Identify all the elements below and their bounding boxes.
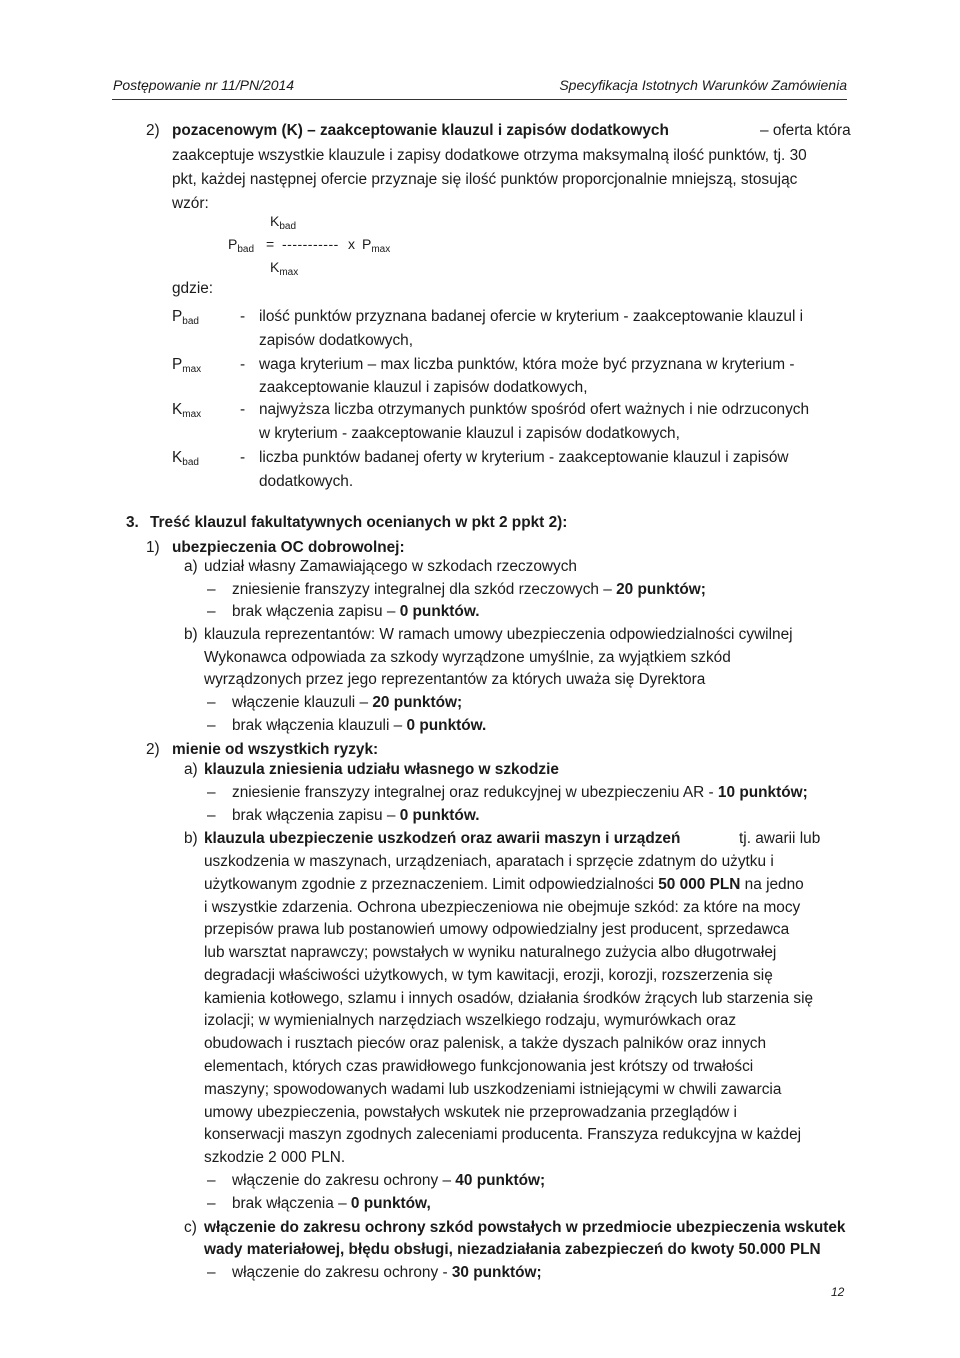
definition-text: ilość punktów przyznana badanej ofercie w kryterium - zaakceptowanie klauzul i — [259, 308, 804, 325]
option-dash: – — [207, 581, 216, 598]
mienie-a-label: a) — [184, 761, 198, 778]
definition-text: dodatkowych. — [259, 473, 354, 490]
section2-line: – oferta która — [760, 122, 851, 139]
mienie-b-line: szkodzie 2 000 PLN. — [204, 1149, 346, 1166]
section2-line: zaakceptuje wszystkie klauzule i zapisy dodatkowe otrzyma maksymalną ilość punktów, tj. 30 — [172, 147, 807, 164]
oc-b-label: b) — [184, 626, 198, 643]
section2-number: 2) — [146, 122, 160, 139]
definition-text: zapisów dodatkowych, — [259, 332, 413, 349]
oc-a-option: brak włączenia zapisu – 0 punktów. — [232, 603, 480, 620]
header-right: Specyfikacja Istotnych Warunków Zamówienia — [559, 77, 847, 93]
definition-dash: - — [240, 308, 246, 325]
oc-b-line: klauzula reprezentantów: W ramach umowy ubezpieczenia odpowiedzialności cywilnej — [204, 626, 793, 643]
definition-text: zaakceptowanie klauzul i zapisów dodatkowych, — [259, 379, 588, 396]
option-dash: – — [207, 1172, 216, 1189]
section3-title: Treść klauzul fakultatywnych ocenianych w pkt 2 ppkt 2): — [150, 514, 568, 531]
option-dash: – — [207, 694, 216, 711]
definition-dash: - — [240, 401, 246, 418]
mienie-b-line: lub warsztat naprawczy; powstałych w wyniku naturalnego zużycia albo długotrwałej — [204, 944, 777, 961]
definition-text: liczba punktów badanej oferty w kryterium - zaakceptowanie klauzul i zapisów — [259, 449, 789, 466]
option-dash: – — [207, 1264, 216, 1281]
oc-b-line: wyrządzonych przez jego reprezentantów za których uważa się Dyrektora — [204, 671, 706, 688]
mienie-a-title: klauzula zniesienia udziału własnego w szkodzie — [204, 761, 559, 778]
mienie-b-line: obudowach i rusztach pieców oraz palenisk, a także dyszach palników oraz innych — [204, 1035, 767, 1052]
mienie-b-line: kamienia kotłowego, szlamu i innych osadów, działania środków żrących lub starzenia się — [204, 990, 814, 1007]
definition-symbol: $K_{max}$ — [172, 401, 202, 420]
mienie-number: 2) — [146, 741, 160, 758]
mienie-c-option: włączenie do zakresu ochrony - 30 punktów; — [232, 1264, 542, 1281]
section3-number: 3. — [126, 514, 139, 531]
mienie-c-line: wady materiałowej, błędu obsługi, niezadziałania zabezpieczeń do kwoty 50.000 PLN — [204, 1241, 821, 1258]
formula-denominator: $K_{max}$ — [270, 259, 299, 278]
oc-number: 1) — [146, 539, 160, 556]
formula-equals: = — [266, 236, 275, 252]
oc-title: ubezpieczenia OC dobrowolnej: — [172, 539, 405, 556]
formula-fraction-bar: ----------- — [282, 236, 339, 252]
definition-text: najwyższa liczba otrzymanych punktów spośród ofert ważnych i nie odrzuconych — [259, 401, 810, 418]
mienie-a-option: brak włączenia zapisu – 0 punktów. — [232, 807, 480, 824]
option-dash: – — [207, 1195, 216, 1212]
definition-text: w kryterium - zaakceptowanie klauzul i zapisów dodatkowych, — [259, 425, 680, 442]
mienie-c-line: włączenie do zakresu ochrony szkód powstałych w przedmiocie ubezpieczenia wskutek — [204, 1219, 846, 1236]
mienie-b-line: izolacji; w wymienialnych narzędziach wszelkiego rodzaju, wymurówkach oraz — [204, 1012, 737, 1029]
definition-symbol: $P_{bad}$ — [172, 308, 199, 327]
oc-a-option: zniesienie franszyzy integralnej dla szkód rzeczowych – 20 punktów; — [232, 581, 706, 598]
mienie-b-option: włączenie do zakresu ochrony – 40 punktów; — [232, 1172, 546, 1189]
mienie-b-line: elementach, których czas prawidłowego funkcjonowania jest krótszy od trwałości — [204, 1058, 754, 1075]
mienie-b-title: klauzula ubezpieczenie uszkodzeń oraz awarii maszyn i urządzeń — [204, 830, 681, 847]
section2-line: wzór: — [172, 195, 209, 212]
definition-symbol: $P_{max}$ — [172, 356, 202, 375]
definition-symbol: $K_{bad}$ — [172, 449, 199, 468]
mienie-b-label: b) — [184, 830, 198, 847]
section2-line: pkt, każdej następnej ofercie przyznaje się ilość punktów proporcjonalnie mniejszą, stosując — [172, 171, 798, 188]
mienie-b-line: przepisów prawa lub postanowień umowy odpowiedzialny jest producent, sprzedawca — [204, 921, 790, 938]
header-left: Postępowanie nr 11/PN/2014 — [113, 77, 295, 93]
header-rule — [112, 99, 847, 100]
mienie-a-option: zniesienie franszyzy integralnej oraz redukcyjnej w ubezpieczeniu AR - 10 punktów; — [232, 784, 808, 801]
mienie-b-line: konserwacji maszyn zgodnych zaleceniami producenta. Franszyza redukcyjna w każdej — [204, 1126, 802, 1143]
definition-text: waga kryterium – max liczba punktów, która może być przyznana w kryterium - — [259, 356, 795, 373]
oc-a-label: a) — [184, 558, 198, 575]
oc-b-line: Wykonawca odpowiada za szkody wyrządzone umyślnie, za wyjątkiem szkód — [204, 649, 731, 666]
formula-times: x — [348, 236, 355, 252]
mienie-b-line: degradacji właściwości użytkowych, w tym kawitacji, erozji, korozji, rozszerzenia się — [204, 967, 773, 984]
mienie-b-line: użytkowanym zgodnie z przeznaczeniem. Limit odpowiedzialności 50 000 PLN na jedno — [204, 876, 804, 893]
mienie-b-line: uszkodzenia w maszynach, urządzeniach, aparatach i sprzęcie zdatnym do użytku i — [204, 853, 774, 870]
option-dash: – — [207, 784, 216, 801]
mienie-title: mienie od wszystkich ryzyk: — [172, 741, 379, 758]
option-dash: – — [207, 717, 216, 734]
formula-numerator: $K_{bad}$ — [270, 213, 297, 232]
formula-rhs: $P_{max}$ — [362, 236, 391, 255]
definition-dash: - — [240, 449, 246, 466]
mienie-b-line: maszyny; spowodowanych wadami lub uszkodzeniami istniejącymi w chwili zawarcia — [204, 1081, 782, 1098]
page-number: 12 — [831, 1285, 845, 1299]
mienie-b-line: i wszystkie zdarzenia. Ochrona ubezpieczeniowa nie obejmuje szkód: za które na mocy — [204, 899, 801, 916]
formula-lhs: $P_{bad}$ — [228, 236, 255, 255]
option-dash: – — [207, 807, 216, 824]
mienie-b-option: brak włączenia – 0 punktów, — [232, 1195, 431, 1212]
mienie-c-label: c) — [184, 1219, 197, 1236]
mienie-b-line: tj. awarii lub — [739, 830, 821, 847]
where-label: gdzie: — [172, 280, 214, 297]
oc-b-option: włączenie klauzuli – 20 punktów; — [232, 694, 463, 711]
option-dash: – — [207, 603, 216, 620]
oc-b-option: brak włączenia klauzuli – 0 punktów. — [232, 717, 487, 734]
section2-title: pozacenowym (K) – zaakceptowanie klauzul i zapisów dodatkowych — [172, 122, 669, 139]
mienie-b-line: umowy ubezpieczenia, powstałych wskutek nie przeprowadzania przeglądów i — [204, 1104, 737, 1121]
oc-a-text: udział własny Zamawiającego w szkodach rzeczowych — [204, 558, 577, 575]
definition-dash: - — [240, 356, 246, 373]
